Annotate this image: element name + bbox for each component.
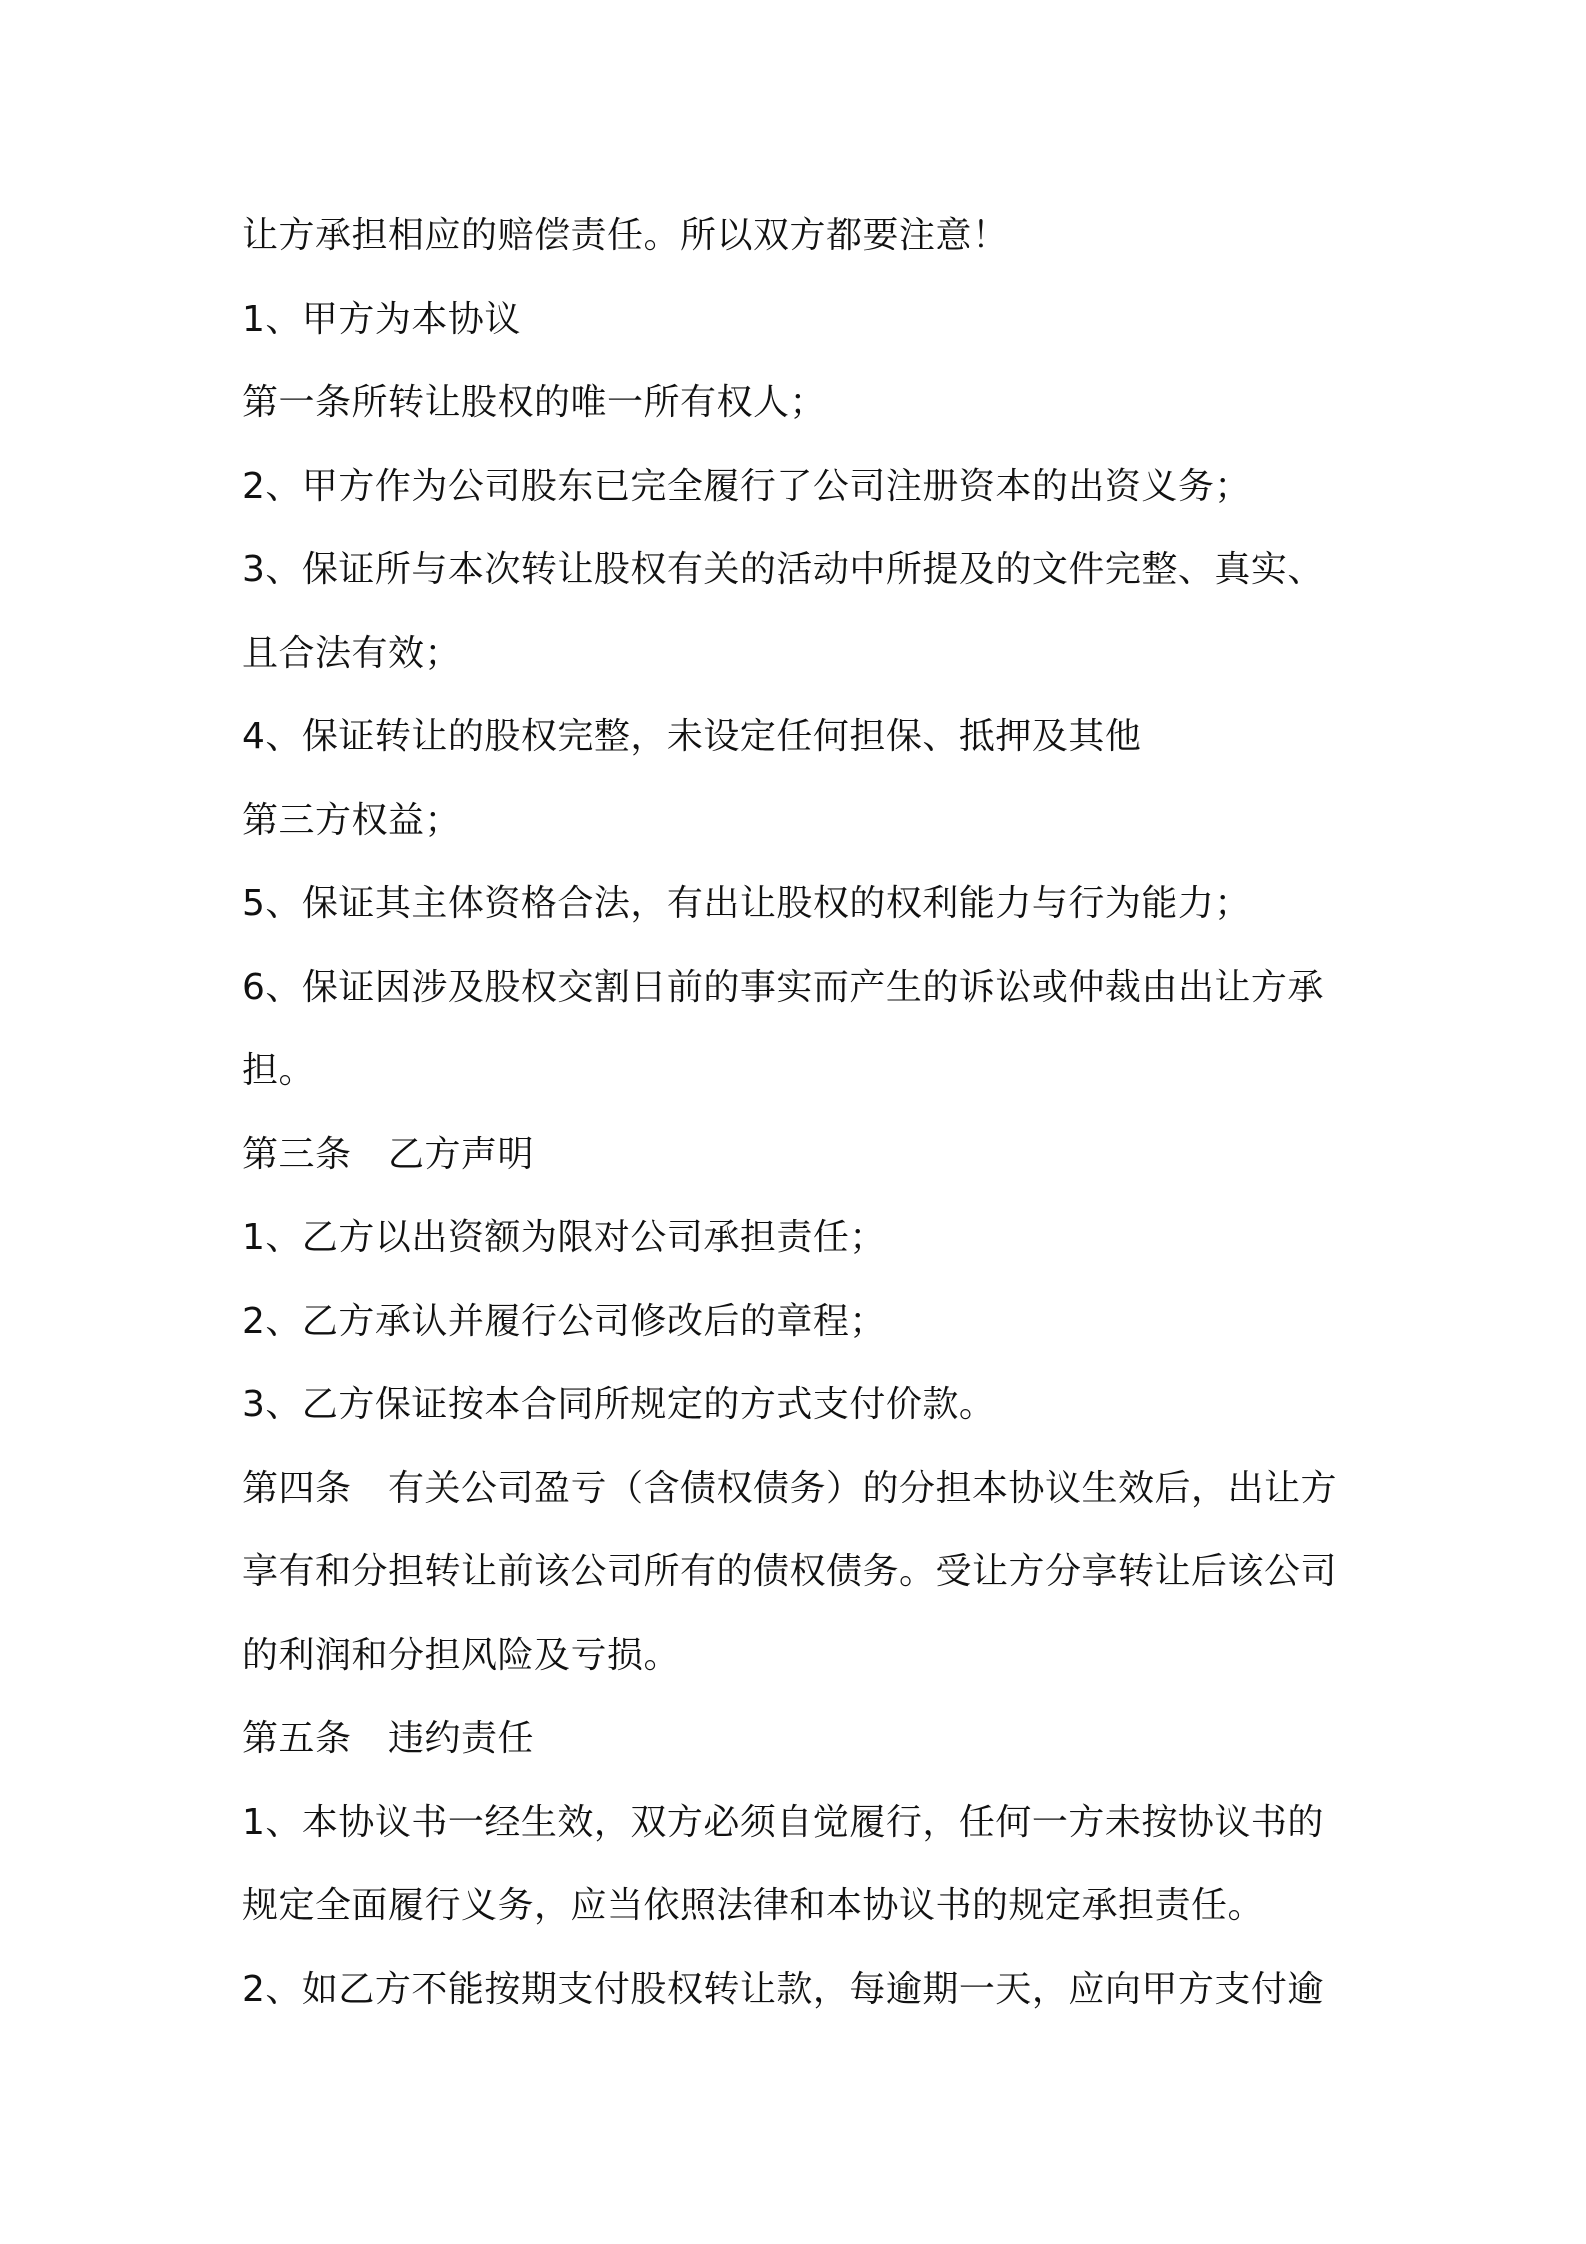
text-line: 2、如乙方不能按期支付股权转让款，每逾期一天，应向甲方支付逾: [242, 1968, 1324, 2010]
text-line: 3、乙方保证按本合同所规定的方式支付价款。: [242, 1384, 996, 1425]
text-line: 担。: [242, 1050, 316, 1091]
section-heading: 第四条 有关公司盈亏（含债权债务）的分担本协议生效后，出让方: [242, 1467, 1338, 1509]
section-heading: 第三条 乙方声明: [242, 1133, 535, 1175]
text-line: 6、保证因涉及股权交割日前的事实而产生的诉讼或仲裁由出让方承: [242, 966, 1324, 1008]
text-line: 3、保证所与本次转让股权有关的活动中所提及的文件完整、真实、: [242, 549, 1324, 590]
text-line: 1、本协议书一经生效，双方必须自觉履行，任何一方未按协议书的: [242, 1801, 1324, 1843]
text-line: 1、乙方以出资额为限对公司承担责任；: [242, 1217, 886, 1258]
text-line: 第一条所转让股权的唯一所有权人；: [242, 382, 827, 423]
text-line: 的利润和分担风险及亏损。: [242, 1634, 681, 1676]
text-line: 享有和分担转让前该公司所有的债权债务。受让方分享转让后该公司: [242, 1551, 1338, 1592]
text-line: 4、保证转让的股权完整，未设定任何担保、抵押及其他: [242, 716, 1142, 757]
text-line: 第三方权益；: [242, 799, 462, 841]
text-line: 1、甲方为本协议: [242, 298, 521, 340]
section-heading: 第五条 违约责任: [242, 1718, 535, 1759]
text-line: 2、甲方作为公司股东已完全履行了公司注册资本的出资义务；: [242, 465, 1251, 507]
text-line: 且合法有效；: [242, 632, 462, 674]
text-line: 规定全面履行义务，应当依照法律和本协议书的规定承担责任。: [242, 1885, 1265, 1926]
text-line: 5、保证其主体资格合法，有出让股权的权利能力与行为能力；: [242, 883, 1251, 924]
text-line: 2、乙方承认并履行公司修改后的章程；: [242, 1300, 886, 1342]
text-line: 让方承担相应的赔偿责任。所以双方都要注意！: [242, 215, 1009, 256]
document-body: [242, 194, 1362, 2031]
